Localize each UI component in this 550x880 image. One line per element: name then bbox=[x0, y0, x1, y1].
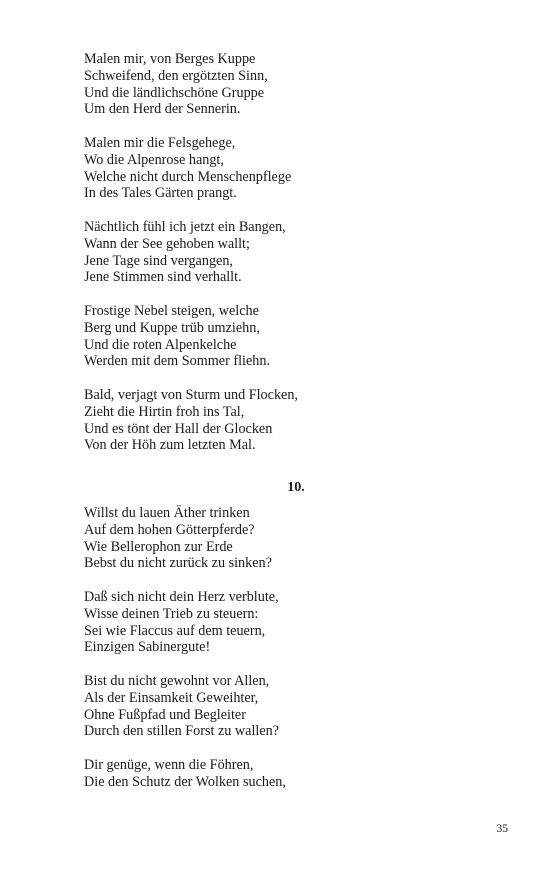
verse-line: Durch den stillen Forst zu wallen? bbox=[84, 723, 280, 740]
verse-line: Um den Herd der Sennerin. bbox=[84, 101, 241, 118]
verse-line: Auf dem hohen Götterpferde? bbox=[84, 521, 255, 538]
verse-line: Einzigen Sabinergute! bbox=[84, 639, 211, 656]
verse-line: Daß sich nicht dein Herz verblute, bbox=[84, 589, 279, 605]
verse-line: Zieht die Hirtin froh ins Tal, bbox=[84, 403, 245, 420]
stanza-8 bbox=[84, 673, 279, 740]
verse-line: Malen mir die Felsgehege, bbox=[84, 135, 236, 151]
stanza-5 bbox=[84, 387, 298, 454]
verse-line: In des Tales Gärten prangt. bbox=[84, 185, 237, 202]
page-number: 35 bbox=[496, 823, 508, 835]
verse-line: Ohne Fußpfad und Begleiter bbox=[84, 706, 246, 723]
verse-line: Schweifend, den ergötzten Sinn, bbox=[84, 67, 268, 84]
verse-line: Jene Stimmen sind verhallt. bbox=[84, 269, 242, 286]
verse-line: Berg und Kuppe trüb umziehn, bbox=[84, 319, 260, 336]
verse-line: Werden mit dem Sommer fliehn. bbox=[84, 353, 271, 370]
verse-line: Wie Bellerophon zur Erde bbox=[84, 538, 233, 555]
verse-line: Wo die Alpenrose hangt, bbox=[84, 151, 224, 168]
verse-line: Dir genüge, wenn die Föhren, bbox=[84, 757, 254, 773]
verse-line: Willst du lauen Äther trinken bbox=[84, 505, 250, 521]
stanza-7 bbox=[84, 589, 279, 656]
verse-line: Nächtlich fühl ich jetzt ein Bangen, bbox=[84, 219, 286, 235]
verse-line: Bald, verjagt von Sturm und Flocken, bbox=[84, 387, 298, 403]
stanza-6 bbox=[84, 505, 272, 572]
verse-line: Bist du nicht gewohnt vor Allen, bbox=[84, 673, 270, 689]
verse-line: Welche nicht durch Menschenpflege bbox=[84, 168, 292, 185]
verse-line: Jene Tage sind vergangen, bbox=[84, 252, 233, 269]
stanza-2 bbox=[84, 135, 291, 202]
verse-line: Und es tönt der Hall der Glocken bbox=[84, 420, 273, 437]
verse-line: Bebst du nicht zurück zu sinken? bbox=[84, 555, 272, 572]
verse-line: Von der Höh zum letzten Mal. bbox=[84, 437, 256, 454]
verse-line: Als der Einsamkeit Geweihter, bbox=[84, 689, 259, 706]
stanza-3 bbox=[84, 219, 286, 286]
verse-line: Frostige Nebel steigen, welche bbox=[84, 303, 259, 319]
verse-line: Die den Schutz der Wolken suchen, bbox=[84, 773, 286, 790]
stanza-4 bbox=[84, 303, 270, 370]
verse-line: Wisse deinen Trieb zu steuern: bbox=[84, 605, 259, 622]
verse-line: Und die ländlichschöne Gruppe bbox=[84, 84, 265, 101]
stanza-9 bbox=[84, 757, 286, 791]
section-heading: 10. bbox=[287, 480, 305, 495]
verse-line: Und die roten Alpenkelche bbox=[84, 336, 237, 353]
verse-line: Wann der See gehoben wallt; bbox=[84, 235, 250, 252]
verse-line: Malen mir, von Berges Kuppe bbox=[84, 51, 256, 67]
stanza-1 bbox=[84, 51, 268, 118]
verse-line: Sei wie Flaccus auf dem teuern, bbox=[84, 622, 266, 639]
